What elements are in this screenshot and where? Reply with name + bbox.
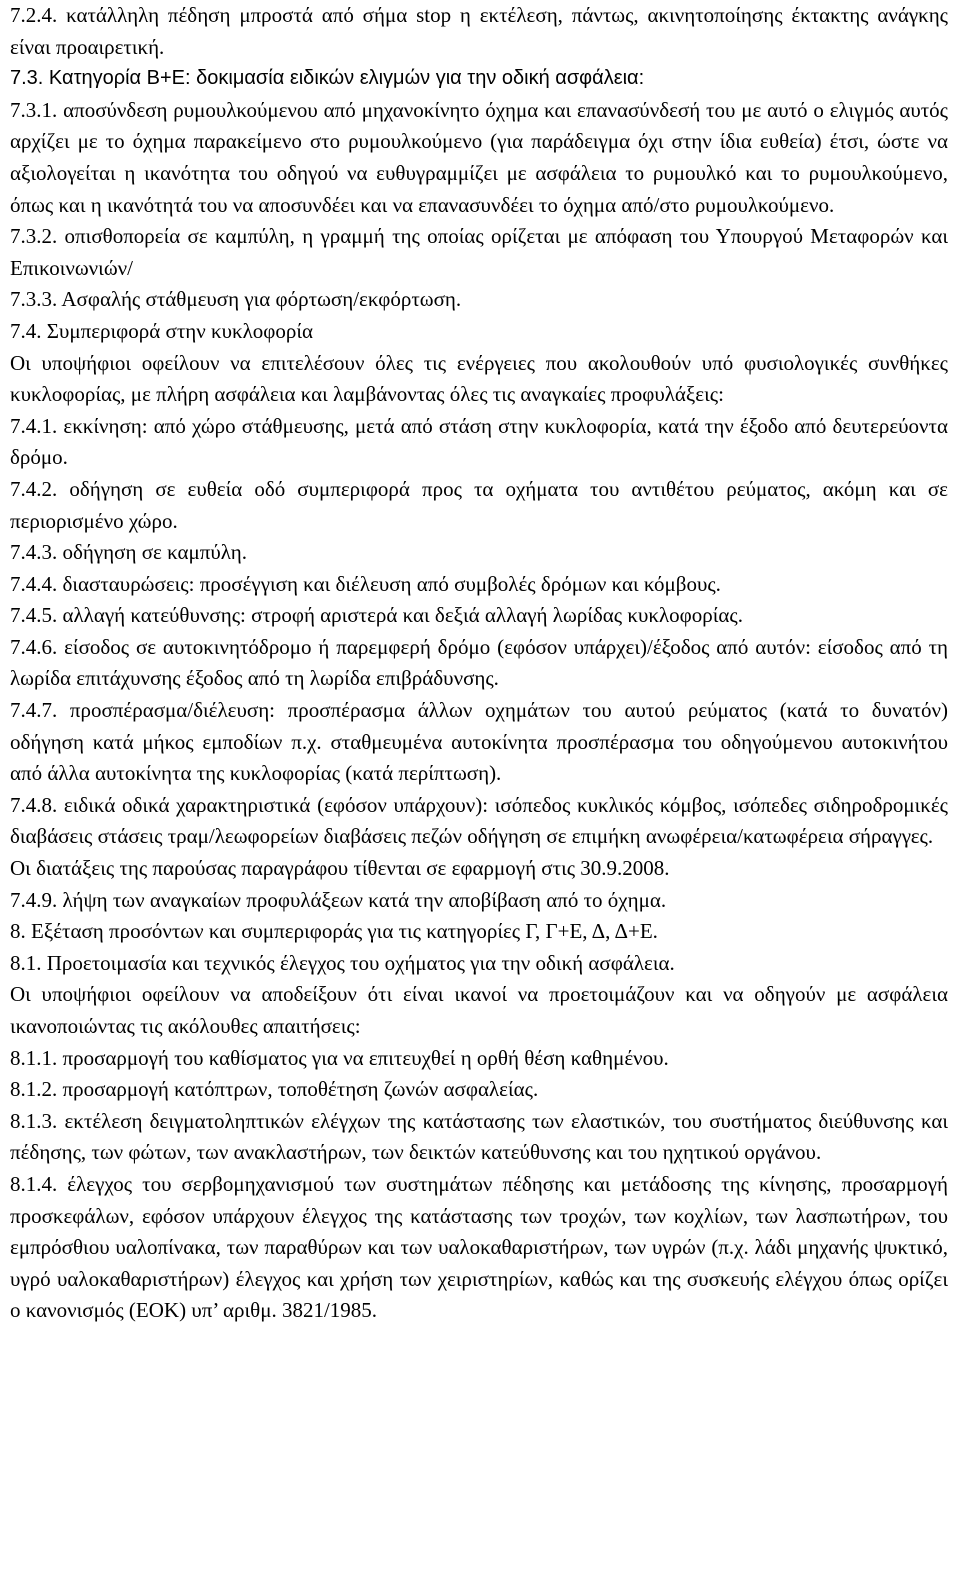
heading-8: 8. Εξέταση προσόντων και συμπεριφοράς για τις κατηγορίες Γ, Γ+Ε, Δ, Δ+Ε.: [10, 919, 658, 944]
paragraph-8-1-intro: Οι υποψήφιοι οφείλουν να αποδείξουν ότι είναι ικανοί να προετοιμάζουν και να οδηγούν με ασφάλεια ικανοποιώντας τις ακόλουθες απαιτήσεις:: [10, 982, 948, 1038]
paragraph-7-4-9: 7.4.9. λήψη των αναγκαίων προφυλάξεων κατά την αποβίβαση από το όχημα.: [10, 887, 667, 912]
paragraph-7-4-3: 7.4.3. οδήγηση σε καμπύλη.: [10, 540, 247, 565]
paragraph-effective-date: Οι διατάξεις της παρούσας παραγράφου τίθενται σε εφαρμογή στις 30.9.2008.: [10, 856, 670, 881]
heading-7-4: 7.4. Συμπεριφορά στην κυκλοφορία: [10, 318, 314, 343]
paragraph-7-4-7: 7.4.7. προσπέρασμα/διέλευση: προσπέρασμα άλλων οχημάτων του αυτού ρεύματος (κατά το δυνατόν) οδήγηση κατά μήκος εμποδίων π.χ. σταθμευμένα αυτοκίνητα προσπέρασμα του οδηγούμενου αυτοκινήτου από άλλα αυτοκίνητα της κυκλοφορίας (κατά περίπτωση).: [10, 698, 948, 786]
paragraph-7-3-1: 7.3.1. αποσύνδεση ρυμουλκούμενου από μηχανοκίνητο όχημα και επανασύνδεσή του με αυτό ο ελιγμός αυτός αρχίζει με το όχημα παρακείμενο στο ρυμουλκούμενο (για παράδειγμα όχι στην ίδια ευθεία) έτσι, ώστε να αξιολογείται η ικανότητα του οδηγού να ευθυγραμμίζει με ασφάλεια το ρυμουλκό και το ρυμουλκούμενο, όπως και η ικανότητά του να αποσυνδέει και να επανασυνδέει το όχημα από/στο ρυμουλκούμενο.: [10, 97, 948, 217]
paragraph-7-2-4: 7.2.4. κατάλληλη πέδηση μπροστά από σήμα stop η εκτέλεση, πάντως, ακινητοποίησης έκτακτης ανάγκης είναι προαιρετική.: [10, 3, 948, 59]
paragraph-7-3-2: 7.3.2. οπισθοπορεία σε καμπύλη, η γραμμή της οποίας ορίζεται με απόφαση του Υπουργού Μεταφορών και Επικοινωνιών/: [10, 224, 948, 280]
paragraph-8-1-2: 8.1.2. προσαρμογή κατόπτρων, τοποθέτηση ζωνών ασφαλείας.: [10, 1077, 539, 1102]
paragraph-7-4-4: 7.4.4. διασταυρώσεις: προσέγγιση και διέλευση από συμβολές δρόμων και κόμβους.: [10, 571, 721, 596]
heading-8-1: 8.1. Προετοιμασία και τεχνικός έλεγχος του οχήματος για την οδική ασφάλεια.: [10, 950, 675, 975]
paragraph-7-4-intro: Οι υποψήφιοι οφείλουν να επιτελέσουν όλες τις ενέργειες που ακολουθούν υπό φυσιολογικές συνθήκες κυκλοφορίας, με πλήρη ασφάλεια και λαμβάνοντας όλες τις αναγκαίες προφυλάξεις:: [10, 350, 948, 407]
paragraph-7-4-2: 7.4.2. οδήγηση σε ευθεία οδό συμπεριφορά προς τα οχήματα του αντιθέτου ρεύματος, ακόμη και σε περιορισμένο χώρο.: [10, 476, 948, 533]
paragraph-7-3-3: 7.3.3. Ασφαλής στάθμευση για φόρτωση/εκφόρτωση.: [10, 287, 462, 312]
paragraph-7-4-6: 7.4.6. είσοδος σε αυτοκινητόδρομο ή παρεμφερή δρόμο (εφόσον υπάρχει)/έξοδος από αυτόν: είσοδος από τη λωρίδα επιτάχυνσης έξοδος από τη λωρίδα επιβράδυνσης.: [10, 634, 948, 691]
paragraph-7-4-5: 7.4.5. αλλαγή κατεύθυνσης: στροφή αριστερά και δεξιά αλλαγή λωρίδας κυκλοφορίας.: [10, 603, 743, 628]
paragraph-7-4-8: 7.4.8. ειδικά οδικά χαρακτηριστικά (εφόσον υπάρχουν): ισόπεδος κυκλικός κόμβος, ισόπεδες σιδηροδρομικές διαβάσεις στάσεις τραμ/λεωφορείων διαβάσεις πεζών οδήγηση σε επιμήκη ανωφέρεια/κατωφέρεια σήραγγες.: [10, 792, 948, 849]
paragraph-8-1-4: 8.1.4. έλεγχος του σερβομηχανισμού των συστημάτων πέδησης και μετάδοσης της κίνησης, προσαρμογή προσκεφάλων, εφόσον υπάρχουν έλεγχος της κατάστασης των τροχών, των κοχλίων, των λασπωτήρων, του εμπρόσθιου υαλοπίνακα, των παραθύρων και των υαλοκαθαριστήρων, των υγρών (π.χ. λάδι μηχανής ψυκτικό, υγρό υαλοκαθαριστήρων) έλεγχος και χρήση των χειριστηρίων, καθώς και της συσκευής ελέγχου όπως ορίζει ο κανονισμός (ΕΟΚ) υπ’ αριθμ. 3821/1985.: [10, 1171, 948, 1323]
paragraph-8-1-3: 8.1.3. εκτέλεση δειγματοληπτικών ελέγχων της κατάστασης των ελαστικών, του συστήματος διεύθυνσης και πέδησης, των φώτων, των ανακλαστήρων, των δεικτών κατεύθυνσης και του ηχητικού οργάνου.: [10, 1108, 948, 1165]
heading-7-3: 7.3. Κατηγορία B+E: δοκιμασία ειδικών ελιγμών για την οδική ασφάλεια:: [10, 67, 645, 90]
paragraph-8-1-1: 8.1.1. προσαρμογή του καθίσματος για να επιτευχθεί η ορθή θέση καθημένου.: [10, 1045, 669, 1070]
paragraph-7-4-1: 7.4.1. εκκίνηση: από χώρο στάθμευσης, μετά από στάση στην κυκλοφορία, κατά την έξοδο από δευτερεύοντα δρόμο.: [10, 413, 948, 470]
